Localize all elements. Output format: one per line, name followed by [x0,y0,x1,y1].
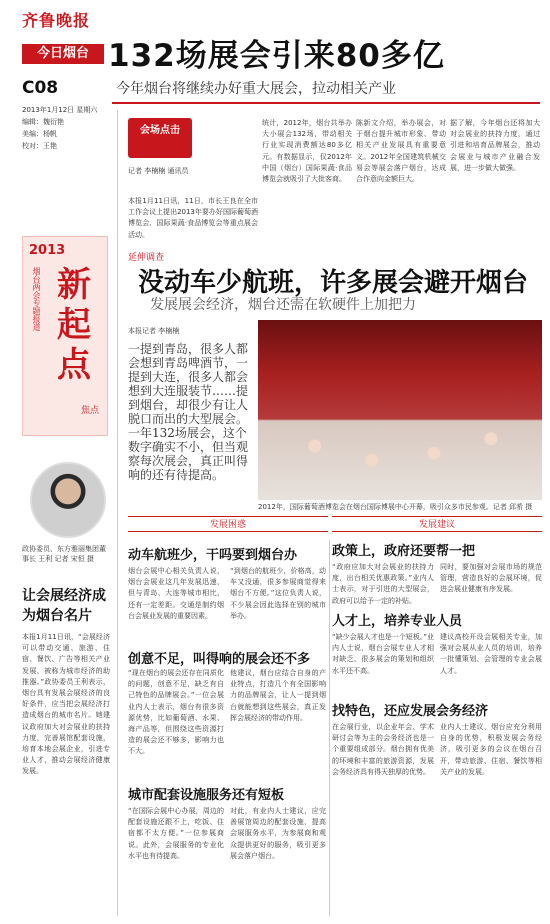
photo-caption: 2012年，国际葡萄酒博览会在烟台国际博展中心开幕，吸引众多市民参观。记者 邱希 摄 [258,503,533,511]
article-body: 同时，要加强对会展市场的规范管理，营造良好的会展环境，促进会展业健康有序发展。 [440,563,542,594]
top-article-col-2: 统计，2012年，烟台共举办大小展会132场，带动相关行业实现消费额达80多亿元。有数据显示，仅2012年中国（烟台）国际果蔬·食品博览会就吸引了大批客商。 [262,119,352,184]
main-subheadline: 发展展会经济，烟台还需在软硬件上加把力 [150,297,416,313]
article-headline: 创意不足，叫得响的展会还不多 [128,652,311,667]
meta-line: 2013年1月12日 星期六 [22,106,98,114]
left-story-headline: 让会展经济成为烟台名片 [22,588,106,624]
article-headline: 动车航班少，干吗要到烟台办 [128,548,298,563]
main-byline: 本报记者 李楠楠 [128,327,180,335]
top-article-col-1: 本报1月11日讯，11日，市长王良在全市工作会议上提出2013年要办好国际葡萄酒博览会、国际果蔬·食品博览会等重点展会活动。 [128,197,258,239]
venue-badge: 会场点击 [128,118,192,158]
top-article-col-4: 据了解，今年烟台还将加大对会展业的扶持力度，通过引进和培育品牌展会，推动会展业与城市产业融合发展，进一步做大做强。 [450,119,540,172]
article-headline: 城市配套设施服务还有短板 [128,788,285,803]
article-body: “政府应加大对会展业的扶持力度，出台相关优惠政策。”业内人士表示，对于引进的大型展会，政府可以给予一定的补贴。 [332,563,434,605]
article-body: 烟台会展中心相关负责人说，烟台会展业这几年发展迅速，但与青岛、大连等城市相比，还有一定差距。交通是制约烟台会展业发展的重要因素。 [128,567,224,620]
article-body: 对此，有业内人士建议，应完善展馆周边的配套设施，提高会展服务水平，为参展商和观众提供更好的服务，吸引更多展会落户烟台。 [230,807,326,860]
promo-year: 2013 [29,243,66,258]
section-label-right: 发展建议 [332,516,542,532]
page-number: C08 [22,78,59,98]
article-body: “缺少会展人才也是一个短板。”业内人士说，烟台会展专业人才相对缺乏，很多展会的策划和组织水平还不高。 [332,633,434,675]
meta-line: 编辑：魏衍艳 [22,118,64,126]
column-divider [117,110,118,916]
column-divider [329,540,330,916]
pull-quote: 一提到青岛，很多人都会想到青岛啤酒节，一提到大连，很多人都会想到大连服装节……提到烟台，却很少有让人脱口而出的大型展会。一年132场展会，这个数字确实不小，但当观察每次展会，真正叫得响的还有待提高。 [128,342,249,482]
article-body: 他建议，烟台应结合自身的产业特点，打造几个有全国影响力的品牌展会，让人一提到烟台就能想到这些展会，真正发挥会展经济的带动作用。 [230,669,326,722]
top-article-col-3: 陈新文介绍，举办展会，对于烟台提升城市形象、带动相关产业发展具有重要意义。2012年全国建筑机械交易会等展会落户烟台，达成合作意向金额巨大。 [356,119,446,184]
meta-line: 美编：杨帆 [22,130,57,138]
article-body: “在国际会展中心办展，周边的配套设施还跟不上，吃饭、住宿都不太方便。”一位参展商说。此外，会展服务的专业化水平也有待提高。 [128,807,224,860]
portrait-photo [30,462,106,538]
main-headline: 没动车少航班，许多展会避开烟台 [138,268,529,298]
main-kicker: 延伸调查 [128,253,165,263]
exhibition-photo [258,320,542,500]
promo-focus: 焦点 [81,406,100,416]
promo-side-text: 烟台两会专题报道 [32,267,41,331]
masthead-logo: 齐鲁晚报 [22,11,91,30]
article-body: 在会展行业，以企业年会、学术研讨会等为主的会务经济也是一个重要组成部分。烟台拥有优美的环境和丰富的旅游资源，发展会务经济具有得天独厚的优势。 [332,723,434,776]
article-headline: 找特色，还应发展会务经济 [332,704,489,719]
meta-line: 校对：王艳 [22,142,57,150]
top-byline: 记者 李楠楠 通讯员 [128,167,189,175]
special-report-panel [22,236,108,436]
article-body: 业内人士建议，烟台应充分利用自身的优势，积极发展会务经济，吸引更多的会议在烟台召开，带动旅游、住宿、餐饮等相关产业的发展。 [440,723,542,776]
left-story-body: 本报1月11日讯，“会展经济可以带动交通、旅游、住宿、餐饮、广告等相关产业发展，被称为城市经济的助推器。”政协委员王利表示，烟台具有发展会展经济的良好条件，应当把会展经济打造成烟台的城市名片。她建议政府加大对会展业的扶持力度，完善展馆配套设施，培育本地会展企业，引进专业人才，推动会展经济健康发展。 [22,633,110,776]
article-body: “现在烟台的展会还存在同质化的问题，创意不足，缺乏有自己特色的品牌展会。”一位会展业内人士表示，烟台有很多资源优势，比如葡萄酒、水果、海产品等，但围绕这些资源打造的展会还不够多，影响力也不大。 [128,669,224,756]
page-subheadline: 今年烟台将继续办好重大展会，拉动相关产业 [116,81,396,97]
promo-title: 新起点 [57,265,91,385]
page-headline: 132场展会引来80多亿 [108,38,445,74]
portrait-caption: 政协委员、东方雅丽集团董事长 王利 记者 宋恒 摄 [22,545,106,563]
article-body: “到烟台的航班少，价格高，动车又没通，很多参展商觉得来烟台不方便。”这位负责人说，不少展会因此选择在别的城市举办。 [230,567,326,620]
article-body: 建议高校开设会展相关专业，加强对会展从业人员的培训，培养一批懂策划、会管理的专业会展人才。 [440,633,542,675]
page-meta [22,104,112,152]
article-headline: 人才上，培养专业人员 [332,614,463,629]
section-label-left: 发展困惑 [128,516,328,532]
section-tag: 今日烟台 [22,44,104,64]
headline-divider [112,102,540,104]
article-headline: 政策上，政府还要帮一把 [332,544,476,559]
